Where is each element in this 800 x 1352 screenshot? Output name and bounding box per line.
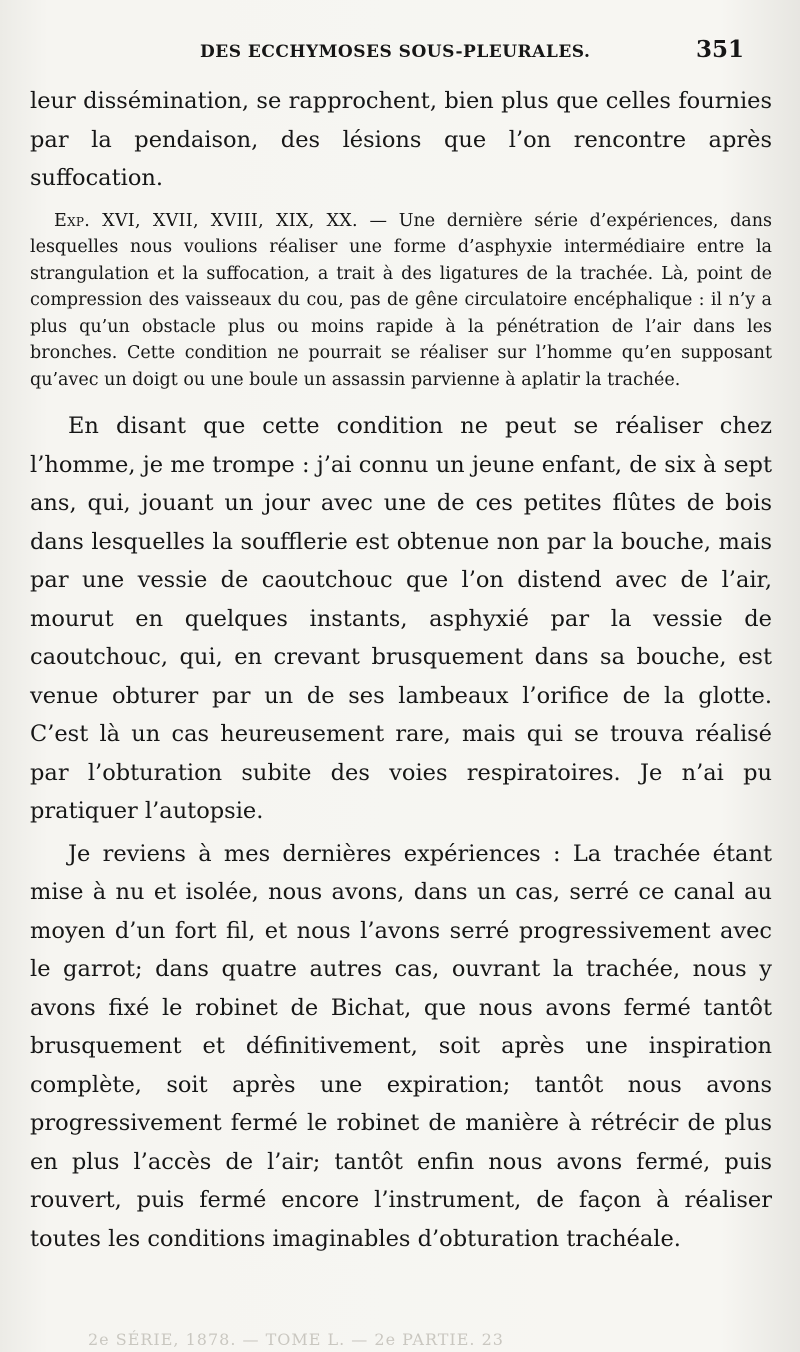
experiment-text: — Une dernière série d’expériences, dans lesquelles nous voulions réaliser une forme d’asphyxie intermédiaire entre la strangulation et la suffocation, a trait à des ligatures de la trachée. Là, point de compression des vaisseaux du cou, pas de gêne circulatoire encéphalique : il n’y a plus qu’un obstacle plus ou moins rapide à la pénétration de l’air dans les bronches. Cette condition ne pourrait se réaliser sur l’homme qu’en supposant qu’avec un doigt ou une boule un assassin parvienne à aplatir la trachée. bbox=[30, 210, 772, 390]
experiment-label: Exp. XVI, XVII, XVIII, XIX, XX. bbox=[54, 210, 358, 231]
experiment-note bbox=[30, 208, 772, 394]
footer-signature: 2e SÉRIE, 1878. — TOME L. — 2e PARTIE. 23 bbox=[88, 1330, 504, 1349]
text-column bbox=[30, 82, 772, 1258]
page-number: 351 bbox=[695, 36, 744, 63]
paragraph-experiments: Je reviens à mes dernières expériences : La trachée étant mise à nu et isolée, nous avons, dans un cas, serré ce canal au moyen d’un fort fil, et nous l’avons serré progressivement avec le garrot; dans quatre autres cas, ouvrant la trachée, nous y avons fixé le robinet de Bichat, que nous avons fermé tantôt brusquement et définitivement, soit après une inspiration complète, soit après une expiration; tantôt nous avons progressivement fermé le robinet de manière à rétrécir de plus en plus l’accès de l’air; tantôt enfin nous avons fermé, puis rouvert, puis fermé encore l’instrument, de façon à réaliser toutes les conditions imaginables d’obturation trachéale. bbox=[30, 840, 772, 1252]
running-title: DES ECCHYMOSES SOUS-PLEURALES. bbox=[200, 42, 591, 62]
paragraph-anecdote: En disant que cette condition ne peut se réaliser chez l’homme, je me trompe : j’ai connu un jeune enfant, de six à sept ans, qui, jouant un jour avec une de ces petites flûtes de bois dans lesquelles la soufflerie est obtenue non par la bouche, mais par une vessie de caoutchouc que l’on distend avec de l’air, mourut en quelques instants, asphyxié par la vessie de caoutchouc, qui, en crevant brusquement dans sa bouche, est venue obturer par un de ses lambeaux l’orifice de la glotte. C’est là un cas heureusement rare, mais qui se trouva réalisé par l’obturation subite des voies respiratoires. Je n’ai pu pratiquer l’autopsie. bbox=[30, 413, 772, 824]
paragraph-continuation: leur dissémination, se rapprochent, bien plus que celles fournies par la pendaison, des lésions que l’on rencontre après suffocation. bbox=[30, 88, 772, 191]
page-header bbox=[200, 36, 744, 63]
